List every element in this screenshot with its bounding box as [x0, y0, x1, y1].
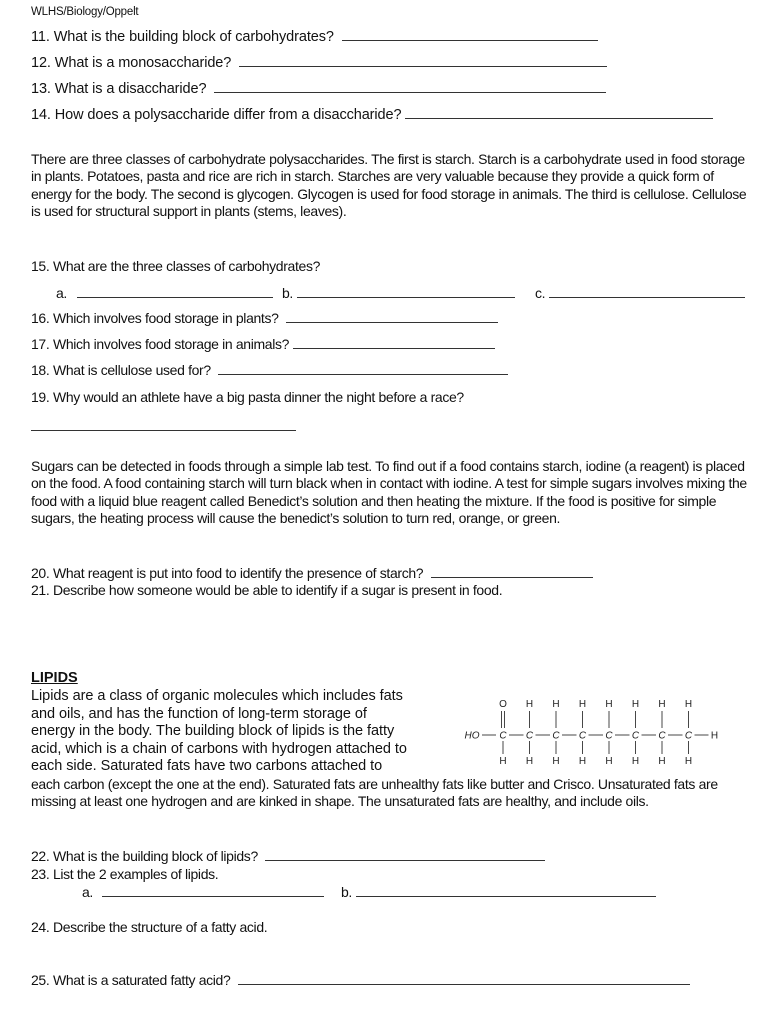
hydrogen-atom: H	[578, 699, 587, 710]
lipids-line-2: and oils, and has the function of long-term storage of	[31, 705, 367, 722]
hydrogen-atom: H	[605, 699, 613, 710]
carbon-atom: C	[631, 730, 640, 742]
question-18-text: 18. What is cellulose used for?	[31, 362, 211, 378]
answer-blank-16[interactable]	[286, 310, 498, 323]
answer-blank-18[interactable]	[218, 362, 508, 375]
hydrogen-atom: H	[552, 699, 560, 710]
question-19-text: 19. Why would an athlete have a big pasta dinner the night before a race?	[31, 389, 464, 405]
hydrogen-atom: H	[631, 756, 640, 767]
hydrogen-atom: H	[578, 756, 587, 767]
question-20-text: 20. What reagent is put into food to identify the presence of starch?	[31, 565, 424, 581]
oxygen-atom: O	[499, 699, 507, 710]
question-23-text: 23. List the 2 examples of lipids.	[31, 866, 219, 882]
answer-blank-12[interactable]	[239, 54, 607, 67]
question-17-text: 17. Which involves food storage in animals?	[31, 336, 290, 352]
lipids-line-1: Lipids are a class of organic molecules which includes fats	[31, 688, 403, 704]
carbon-atom: C	[525, 730, 534, 742]
answer-blank-14[interactable]	[405, 106, 713, 119]
question-14	[31, 106, 713, 123]
hydrogen-atom: H	[684, 699, 693, 710]
hydrogen-atom: H	[658, 756, 666, 767]
question-16	[31, 310, 498, 326]
question-15-option-a	[56, 285, 273, 301]
question-20	[31, 565, 593, 581]
question-15-text: 15. What are the three classes of carbohydrates?	[31, 258, 321, 274]
question-13-text: 13. What is a disaccharide?	[31, 81, 207, 97]
carbon-atom: C	[499, 730, 507, 742]
answer-blank-23a[interactable]	[102, 884, 324, 897]
answer-blank-19[interactable]	[31, 430, 296, 431]
polysaccharide-paragraph: There are three classes of carbohydrate polysaccharides. The first is starch. Starch is a carbohydrate used in food storage in plants. Potatoes, pasta and rice are rich in starch. Starches are very valuable because they provide a quick form of energy for the body. The second is glycogen. Glycogen is used for food storage in animals. The third is cellulose. Cellulose is used for structural support in plants (stems, leaves).	[31, 151, 747, 220]
option-a-label: a.	[82, 884, 93, 900]
question-12-text: 12. What is a monosaccharide?	[31, 55, 232, 71]
hydrogen-atom: H	[658, 699, 666, 710]
hydrogen-atom: H	[499, 756, 507, 767]
carbon-atom: C	[658, 730, 666, 742]
hydrogen-atom: H	[631, 699, 640, 710]
question-25	[31, 972, 690, 988]
question-22	[31, 848, 545, 864]
question-11-text: 11. What is the building block of carbohydrates?	[31, 29, 334, 45]
option-b-label: b.	[341, 884, 352, 900]
lipids-intro-lines	[31, 688, 407, 776]
lipids-line-5: each side. Saturated fats have two carbons attached to	[31, 758, 383, 774]
worksheet-header: WLHS/Biology/Oppelt	[31, 6, 139, 18]
lipids-heading: LIPIDS	[31, 670, 78, 686]
option-a-label: a.	[56, 285, 67, 301]
question-12	[31, 54, 607, 71]
fatty-acid-structure-diagram	[455, 695, 735, 767]
question-15-option-b	[282, 285, 515, 301]
answer-blank-15b[interactable]	[297, 285, 515, 298]
question-13	[31, 80, 606, 97]
question-18	[31, 362, 508, 378]
carbon-atom: C	[578, 730, 587, 742]
lipids-line-3: energy in the body. The building block of lipids is the fatty	[31, 723, 395, 739]
carbon-atom: C	[684, 730, 693, 742]
hydrogen-atom: H	[684, 756, 693, 767]
carbon-atom: C	[552, 730, 560, 742]
question-23-option-b	[341, 884, 656, 900]
hydrogen-atom: H	[605, 756, 613, 767]
hydroxyl-label: HO	[464, 730, 480, 742]
answer-blank-15c[interactable]	[549, 285, 745, 298]
answer-blank-25[interactable]	[238, 972, 690, 985]
answer-blank-11[interactable]	[342, 28, 598, 41]
answer-blank-13[interactable]	[214, 80, 606, 93]
question-15-option-c	[535, 285, 745, 301]
question-24-text: 24. Describe the structure of a fatty acid.	[31, 919, 268, 935]
question-17	[31, 336, 495, 352]
answer-blank-20[interactable]	[431, 565, 593, 578]
answer-blank-22[interactable]	[265, 848, 545, 861]
question-25-text: 25. What is a saturated fatty acid?	[31, 972, 231, 988]
question-11	[31, 28, 598, 45]
sugar-test-paragraph: Sugars can be detected in foods through a simple lab test. To find out if a food contains starch, iodine (a reagent) is placed on the food. A food containing starch will turn black when in contact with iodine. A test for simple sugars involves mixing the food with a liquid blue reagent called Benedict’s solution and then heating the mixture. If the food is positive for simple sugars, the heating process will cause the benedict’s solution to turn red, orange, or green.	[31, 458, 747, 527]
question-22-text: 22. What is the building block of lipids?	[31, 848, 258, 864]
answer-blank-15a[interactable]	[77, 285, 273, 298]
question-16-text: 16. Which involves food storage in plants?	[31, 310, 279, 326]
hydrogen-atom: H	[525, 756, 534, 767]
lipids-paragraph-rest: each carbon (except the one at the end). Saturated fats are unhealthy fats like butter and Crisco. Unsaturated fats are missing at least one hydrogen and are kinked in shape. The unsaturated fats are healthy, and include oils.	[31, 776, 718, 810]
answer-blank-23b[interactable]	[356, 884, 656, 897]
question-23-option-a	[82, 884, 324, 900]
hydrogen-atom: H	[525, 699, 534, 710]
answer-blank-17[interactable]	[293, 336, 495, 349]
option-b-label: b.	[282, 285, 293, 301]
hydrogen-atom: H	[710, 730, 719, 742]
lipids-line-4: acid, which is a chain of carbons with hydrogen attached to	[31, 740, 407, 757]
option-c-label: c.	[535, 285, 546, 301]
question-14-text: 14. How does a polysaccharide differ from a disaccharide?	[31, 107, 402, 123]
hydrogen-atom: H	[552, 756, 560, 767]
carbon-atom: C	[605, 730, 613, 742]
question-21-text: 21. Describe how someone would be able to identify if a sugar is present in food.	[31, 582, 503, 598]
